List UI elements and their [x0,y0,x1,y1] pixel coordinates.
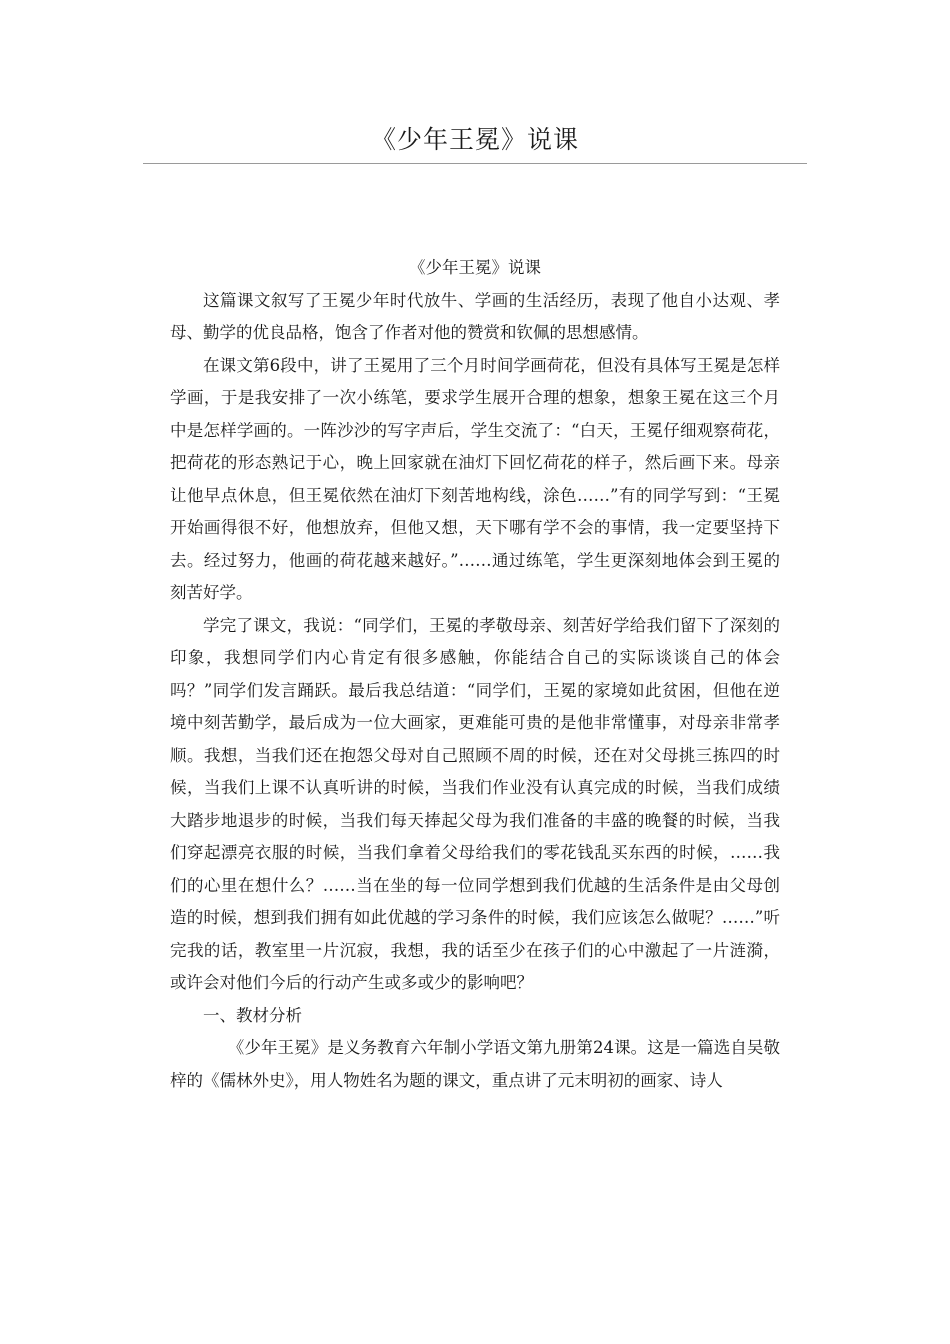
paragraph-intro: 这篇课文叙写了王冕少年时代放牛、学画的生活经历，表现了他自小达观、孝母、勤学的优良品格，饱含了作者对他的赞赏和钦佩的思想感情。 [170,290,780,342]
title-divider [143,163,807,164]
document-body [170,252,780,1097]
paragraph-textbook-analysis: 《少年王冕》是义务教育六年制小学语文第九册第24课。这是一篇选自吴敬梓的《儒林外史》，用人物姓名为题的课文，重点讲了元末明初的画家、诗人 [170,1038,780,1090]
section-heading: 一、教材分析 [203,1005,302,1025]
paragraph-summary: 学完了课文，我说：“同学们，王冕的孝敬母亲、刻苦好学给我们留下了深刻的印象，我想同学们内心肯定有很多感触，你能结合自己的实际谈谈自己的体会吗？”同学们发言踊跃。最后我总结道：“同学们，王冕的家境如此贫困，但他在逆境中刻苦勤学，最后成为一位大画家，更难能可贵的是他非常懂事，对母亲非常孝顺。我想，当我们还在抱怨父母对自己照顾不周的时候，还在对父母挑三拣四的时候，当我们上课不认真听讲的时候，当我们作业没有认真完成的时候，当我们成绩大踏步地退步的时候，当我们每天捧起父母为我们准备的丰盛的晚餐的时候，当我们穿起漂亮衣服的时候，当我们拿着父母给我们的零花钱乱买东西的时候，……我们的心里在想什么？……当在坐的每一位同学想到我们优越的生活条件是由父母创造的时候，想到我们拥有如此优越的学习条件的时候，我们应该怎么做呢？……”听完我的话，教室里一片沉寂，我想，我的话至少在孩子们的心中激起了一片涟漪，或许会对他们今后的行动产生或多或少的影响吧？ [170,615,780,992]
document-title: 《少年王冕》说课 [370,125,579,154]
paragraph-practice: 在课文第6段中，讲了王冕用了三个月时间学画荷花，但没有具体写王冕是怎样学画，于是我安排了一次小练笔，要求学生展开合理的想象，想象王冕在这三个月中是怎样学画的。一阵沙沙的写字声后，学生交流了：“白天，王冕仔细观察荷花，把荷花的形态熟记于心，晚上回家就在油灯下回忆荷花的样子，然后画下来。母亲让他早点休息，但王冕依然在油灯下刻苦地构线，涂色……”有的同学写到：“王冕开始画得很不好，他想放弃，但他又想，天下哪有学不会的事情，我一定要坚持下去。经过努力，他画的荷花越来越好。”……通过练笔，学生更深刻地体会到王冕的刻苦好学。 [170,355,780,602]
document-subtitle: 《少年王冕》说课 [409,258,541,277]
